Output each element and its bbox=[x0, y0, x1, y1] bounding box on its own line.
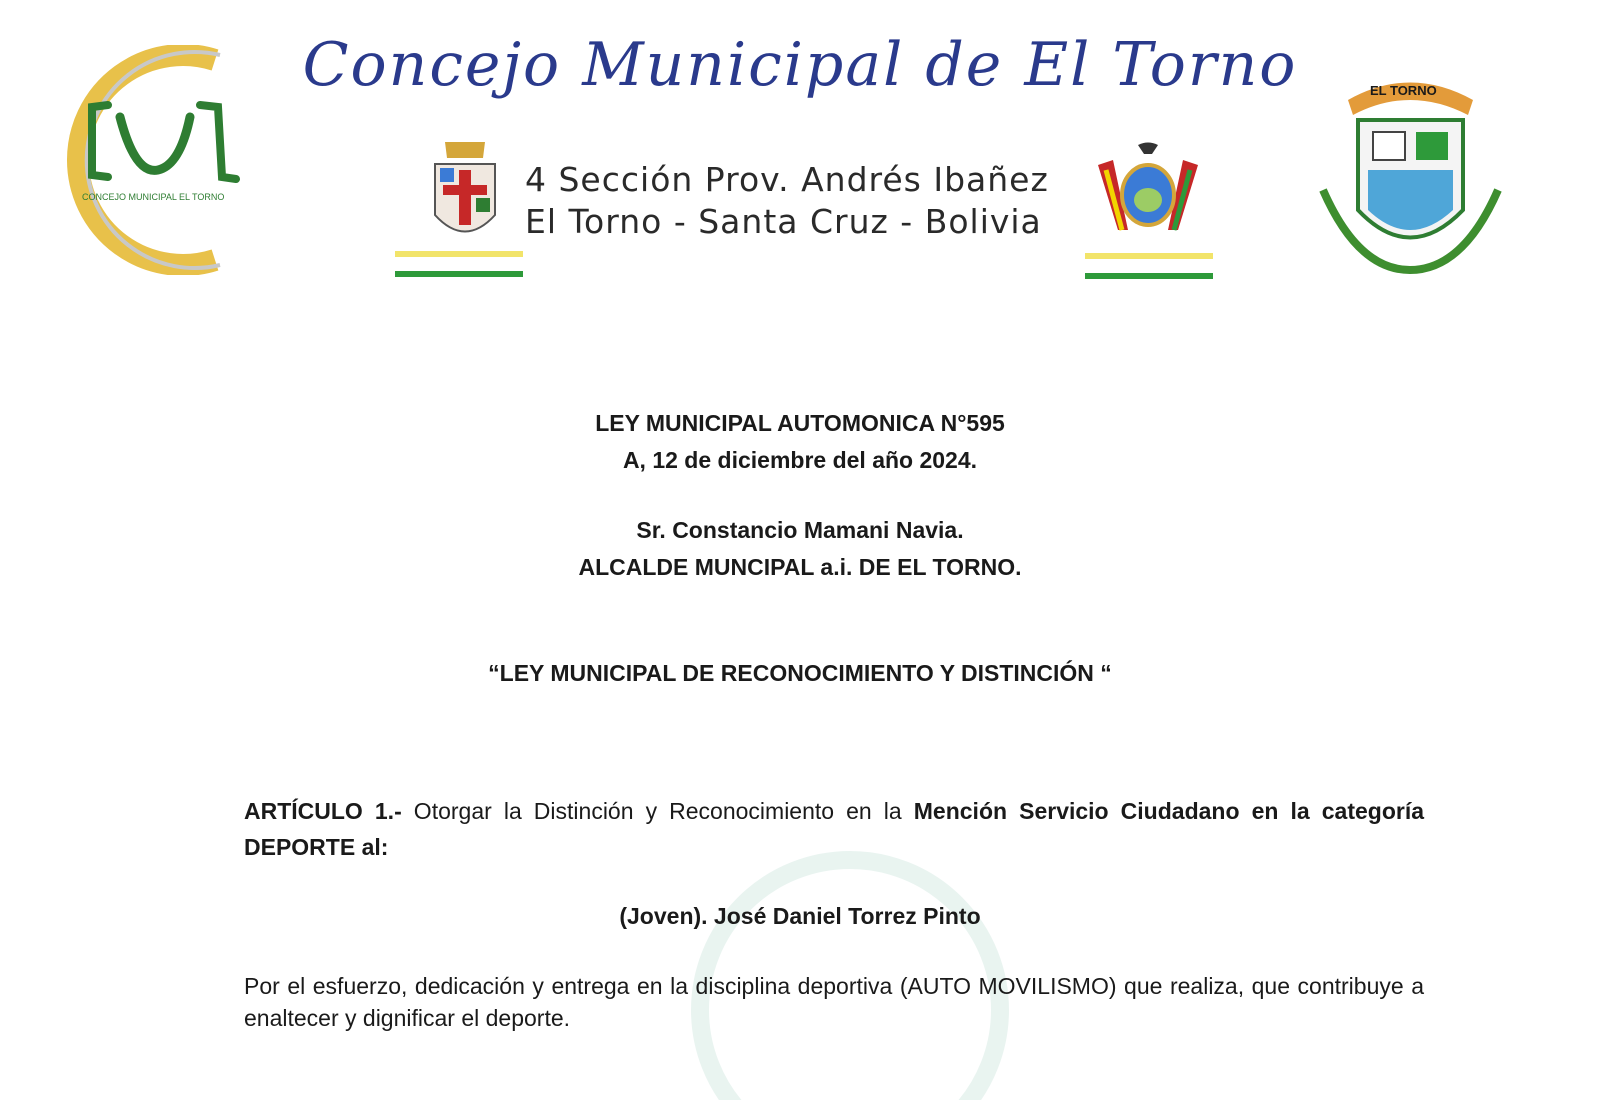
law-date: A, 12 de diciembre del año 2024. bbox=[622, 447, 978, 473]
province-coat-of-arms bbox=[425, 140, 505, 250]
recipient-name: Sr. Constancio Mamani Navia. bbox=[636, 517, 964, 543]
province-shield-icon bbox=[425, 140, 505, 250]
article-1-text: Otorgar la Distinción y Reconocimiento en la bbox=[401, 798, 914, 824]
article-1-mention: Mención Servicio Ciudadano en la categoría DEPORTE al: bbox=[244, 798, 1424, 860]
law-number: LEY MUNICIPAL AUTOMONICA N°595 bbox=[595, 410, 1005, 436]
article-1-label: ARTÍCULO 1.- bbox=[244, 798, 402, 824]
council-logo-graphic bbox=[30, 45, 250, 275]
stripe-yellow-right bbox=[1085, 253, 1213, 259]
el-torno-shield-icon bbox=[1318, 70, 1503, 280]
stripe-green-right bbox=[1085, 273, 1213, 279]
el-torno-shield-text: EL TORNO bbox=[1370, 83, 1437, 98]
bolivia-shield-icon bbox=[1088, 140, 1208, 245]
subtitle-line-2: El Torno - Santa Cruz - Bolivia bbox=[525, 202, 1042, 241]
council-title: Concejo Municipal de El Torno bbox=[302, 30, 1298, 100]
stripe-green-left bbox=[395, 271, 523, 277]
bolivia-coat-of-arms bbox=[1088, 140, 1208, 245]
law-title: “LEY MUNICIPAL DE RECONOCIMIENTO Y DISTINCIÓN “ bbox=[488, 660, 1112, 686]
recipient-title: ALCALDE MUNCIPAL a.i. DE EL TORNO. bbox=[578, 554, 1022, 580]
article-1-paragraph bbox=[244, 793, 1424, 865]
stripe-yellow-left bbox=[395, 251, 523, 257]
el-torno-shield bbox=[1318, 70, 1503, 280]
council-logo bbox=[30, 45, 250, 275]
honoree-name: (Joven). José Daniel Torrez Pinto bbox=[619, 903, 981, 929]
subtitle-line-1: 4 Sección Prov. Andrés Ibañez bbox=[525, 160, 1049, 199]
council-logo-text: CONCEJO MUNICIPAL EL TORNO bbox=[82, 192, 225, 202]
article-1-reason: Por el esfuerzo, dedicación y entrega en la disciplina deportiva (AUTO MOVILISMO) que realiza, que contribuye a enaltecer y dignificar el deporte. bbox=[244, 973, 1424, 1031]
